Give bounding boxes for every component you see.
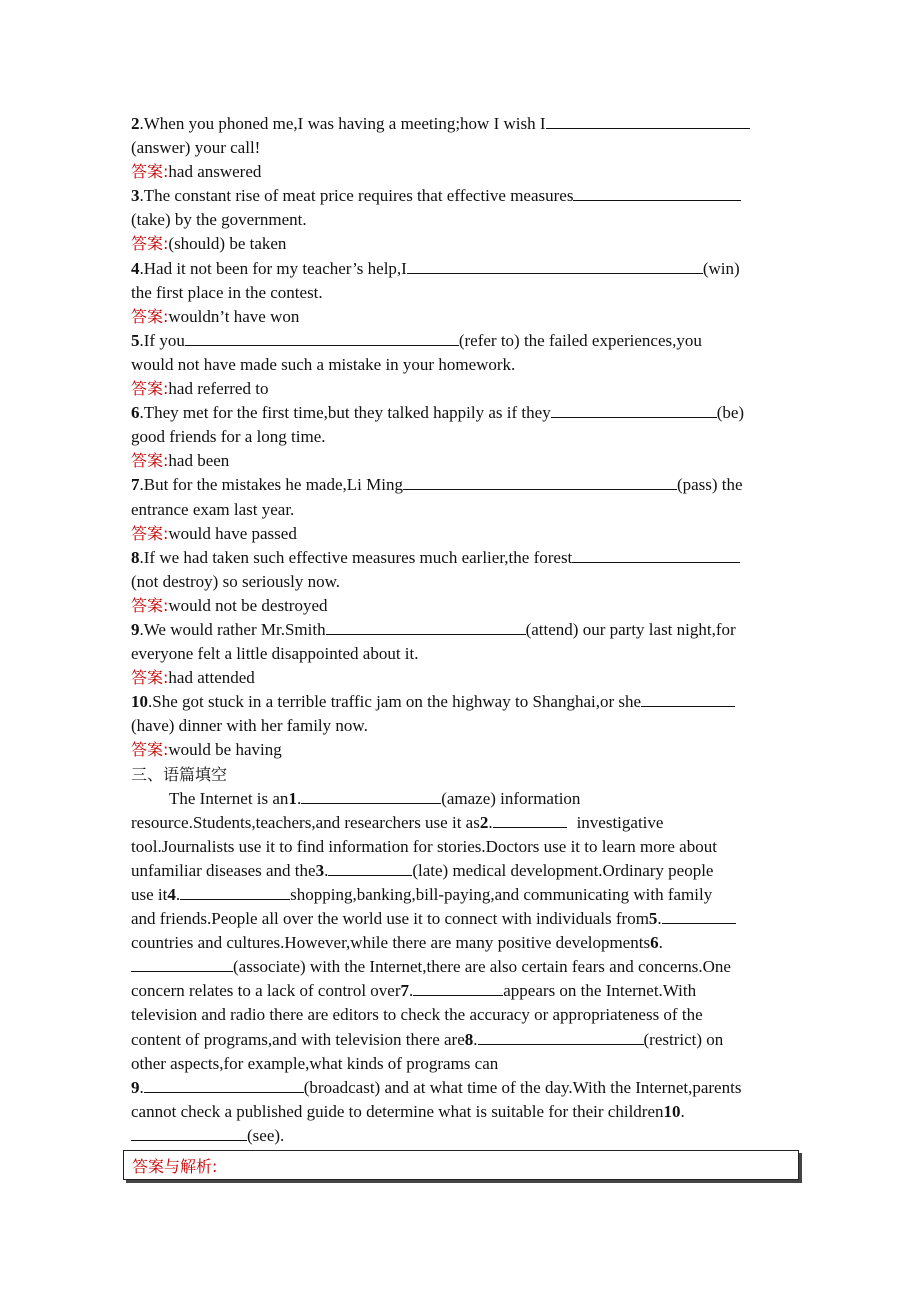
passage-text: use it — [131, 885, 168, 904]
answer-label: 答案: — [131, 451, 169, 471]
passage-text: appears on the Internet.With — [503, 981, 697, 1001]
item-9-line1 — [131, 618, 796, 642]
passage-text: countries and cultures.However,while there are many positive developments — [131, 933, 651, 953]
item-8-answer — [131, 594, 796, 618]
item-7-answer — [131, 522, 796, 546]
passage-text: content of programs,and with television there are — [131, 1029, 465, 1049]
answer-blank[interactable] — [326, 618, 526, 635]
item-text: good friends for a long time. — [131, 427, 326, 447]
answer-text: had attended — [168, 668, 255, 688]
answer-blank[interactable] — [572, 546, 740, 563]
item-text: entrance exam last year. — [131, 499, 295, 519]
blank-number: 6 — [650, 933, 659, 953]
item-text: .Had it not been for my teacher’s help,I — [139, 258, 407, 278]
passage-text: . — [324, 860, 329, 880]
passage-line-11 — [131, 1028, 796, 1052]
item-text: (attend) our party last night,for — [525, 619, 736, 639]
answer-blank[interactable] — [180, 883, 290, 900]
item-text: (refer to) the failed experiences,you — [458, 330, 702, 350]
item-number: 6 — [131, 403, 140, 423]
item-text: (have) dinner with her family now. — [131, 716, 368, 736]
passage-text: . — [657, 909, 662, 929]
item-10-answer — [131, 738, 796, 762]
passage-text: tool.Journalists use it to find information for stories.Doctors use it to learn more about — [131, 836, 717, 856]
answer-blank[interactable] — [185, 329, 459, 346]
item-text: .She got stuck in a terrible traffic jam on the highway to Shanghai,or she — [148, 692, 642, 712]
passage-line-4 — [131, 859, 796, 883]
item-4-line2 — [131, 281, 796, 305]
passage-line-8 — [131, 955, 796, 979]
passage-text: (see). — [247, 1125, 285, 1145]
item-6-line1 — [131, 401, 796, 425]
item-text: .We would rather Mr.Smith — [139, 619, 326, 639]
answer-label: 答案: — [131, 740, 169, 760]
item-text: .If we had taken such effective measures much earlier,the forest — [139, 547, 573, 567]
answer-text: (should) be taken — [168, 234, 287, 254]
answer-blank[interactable] — [144, 1076, 304, 1093]
item-number: 3 — [131, 186, 140, 206]
item-10-line1 — [131, 690, 796, 714]
passage-text: . — [488, 812, 493, 832]
passage-text: television and radio there are editors to check the accuracy or appropriateness of the — [131, 1005, 703, 1025]
item-number: 8 — [131, 547, 140, 567]
answer-analysis-label: 答案与解析: — [132, 1157, 218, 1176]
passage-text: (restrict) on — [643, 1029, 724, 1049]
passage-text: and friends.People all over the world use it to connect with individuals from — [131, 909, 649, 929]
answer-blank[interactable] — [551, 401, 717, 418]
item-number: 5 — [131, 330, 140, 350]
passage-text: other aspects,for example,what kinds of programs can — [131, 1053, 499, 1073]
passage-text: . — [473, 1029, 478, 1049]
answer-label: 答案: — [131, 379, 169, 399]
passage-line-2 — [131, 811, 796, 835]
passage-text: (late) medical development.Ordinary people — [412, 860, 714, 880]
passage-line-14 — [131, 1100, 796, 1124]
passage-line-6 — [131, 907, 796, 931]
passage-text: . — [139, 1077, 144, 1097]
passage-text: unfamiliar diseases and the — [131, 860, 316, 880]
item-3-line1 — [131, 184, 796, 208]
answer-label: 答案: — [131, 306, 169, 326]
item-number: 7 — [131, 475, 140, 495]
item-text: .They met for the first time,but they talked happily as if they — [139, 403, 551, 423]
passage-line-12 — [131, 1052, 796, 1076]
answer-text: had answered — [168, 162, 262, 182]
blank-number: 4 — [167, 885, 176, 904]
answer-blank[interactable] — [413, 979, 503, 996]
answer-text: would not be destroyed — [168, 595, 328, 615]
item-number: 9 — [131, 619, 140, 639]
item-9-answer — [131, 666, 796, 690]
answer-label: 答案: — [131, 162, 169, 182]
item-text: everyone felt a little disappointed about it. — [131, 644, 419, 664]
answer-blank[interactable] — [662, 907, 736, 924]
item-number: 4 — [131, 258, 140, 278]
item-5-answer — [131, 377, 796, 401]
answer-text: would have passed — [168, 523, 297, 543]
answer-blank[interactable] — [478, 1028, 644, 1045]
item-7-line1 — [131, 473, 796, 497]
answer-text: wouldn’t have won — [168, 306, 300, 326]
answer-blank[interactable] — [403, 473, 677, 490]
passage-text: The Internet is an — [169, 788, 289, 808]
item-text: (answer) your call! — [131, 138, 261, 158]
passage-text: investigative — [576, 812, 664, 832]
answer-blank[interactable] — [546, 112, 750, 129]
answer-blank[interactable] — [131, 1124, 247, 1141]
passage-text: cannot check a published guide to determine what is suitable for their children — [131, 1101, 664, 1121]
item-2-answer — [131, 160, 796, 184]
item-3-line2 — [131, 208, 796, 232]
item-5-line2 — [131, 353, 796, 377]
passage-line-10 — [131, 1003, 796, 1027]
answer-label: 答案: — [131, 234, 169, 254]
passage-text: . — [296, 788, 302, 808]
answer-text: would be having — [168, 740, 282, 760]
item-6-line2 — [131, 425, 796, 449]
passage-line-3 — [131, 835, 796, 859]
passage-text: . — [680, 1101, 685, 1121]
item-2-line1 — [131, 112, 796, 136]
answer-text: had been — [168, 451, 230, 471]
answer-label: 答案: — [131, 523, 169, 543]
item-8-line2 — [131, 570, 796, 594]
item-text: .But for the mistakes he made,Li Ming — [139, 475, 403, 495]
answer-analysis-box — [123, 1150, 799, 1180]
item-text: would not have made such a mistake in your homework. — [131, 354, 516, 374]
passage-text: shopping,banking,bill-paying,and communicating with family — [290, 885, 713, 904]
item-6-answer — [131, 449, 796, 473]
blank-number: 3 — [315, 860, 325, 880]
answer-blank[interactable] — [573, 184, 741, 201]
item-3-answer — [131, 232, 796, 256]
item-8-line1 — [131, 546, 796, 570]
answer-label: 答案: — [131, 595, 169, 615]
blank-number: 7 — [400, 981, 410, 1001]
passage-text: . — [175, 885, 181, 904]
item-4-line1 — [131, 257, 796, 281]
answer-blank[interactable] — [641, 690, 735, 707]
item-10-line2 — [131, 714, 796, 738]
passage-text: . — [409, 981, 414, 1001]
blank-number: 8 — [464, 1029, 474, 1049]
passage-line-15 — [131, 1124, 796, 1148]
item-text: .The constant rise of meat price requires that effective measures — [139, 186, 574, 206]
item-5-line1 — [131, 329, 796, 353]
passage-text: resource.Students,teachers,and researchers use it as — [131, 812, 480, 832]
passage-line-1 — [131, 787, 796, 811]
blank-number: 2 — [479, 812, 489, 832]
item-text: (pass) the — [676, 475, 743, 495]
item-text: (take) by the government. — [131, 210, 307, 230]
blank-number: 5 — [648, 909, 658, 929]
passage-line-7 — [131, 931, 796, 955]
answer-blank[interactable] — [407, 257, 703, 274]
item-text: (be) — [716, 403, 745, 423]
passage-text: (broadcast) and at what time of the day.With the Internet,parents — [303, 1077, 742, 1097]
blank-number: 9 — [131, 1077, 140, 1097]
blank-number: 10 — [663, 1101, 681, 1121]
item-9-line2 — [131, 642, 796, 666]
item-text: .When you phoned me,I was having a meeting;how I wish I — [139, 114, 546, 133]
passage-text: (amaze) information — [441, 788, 581, 808]
passage-text: concern relates to a lack of control over — [131, 981, 401, 1001]
passage-line-9 — [131, 979, 796, 1003]
item-text: (win) — [702, 258, 740, 278]
item-number: 2 — [131, 114, 140, 133]
answer-blank[interactable] — [301, 787, 441, 804]
answer-blank[interactable] — [328, 859, 412, 876]
item-number: 10 — [131, 692, 148, 712]
passage-text: (associate) with the Internet,there are also certain fears and concerns.One — [233, 957, 731, 977]
item-4-answer — [131, 305, 796, 329]
item-7-line2 — [131, 498, 796, 522]
answer-label: 答案: — [131, 668, 169, 688]
answer-blank[interactable] — [131, 955, 233, 972]
item-text: .If you — [139, 330, 185, 350]
answer-blank[interactable] — [493, 811, 567, 828]
exercise-page — [131, 112, 796, 1148]
passage-line-5 — [131, 883, 796, 907]
passage-line-13 — [131, 1076, 796, 1100]
passage-text: . — [658, 933, 663, 953]
blank-number: 1 — [288, 788, 297, 808]
answer-text: had referred to — [168, 379, 269, 399]
section-title: 三、语篇填空 — [131, 764, 228, 784]
item-text: the first place in the contest. — [131, 282, 323, 302]
item-text: (not destroy) so seriously now. — [131, 571, 341, 591]
item-2-line2 — [131, 136, 796, 160]
